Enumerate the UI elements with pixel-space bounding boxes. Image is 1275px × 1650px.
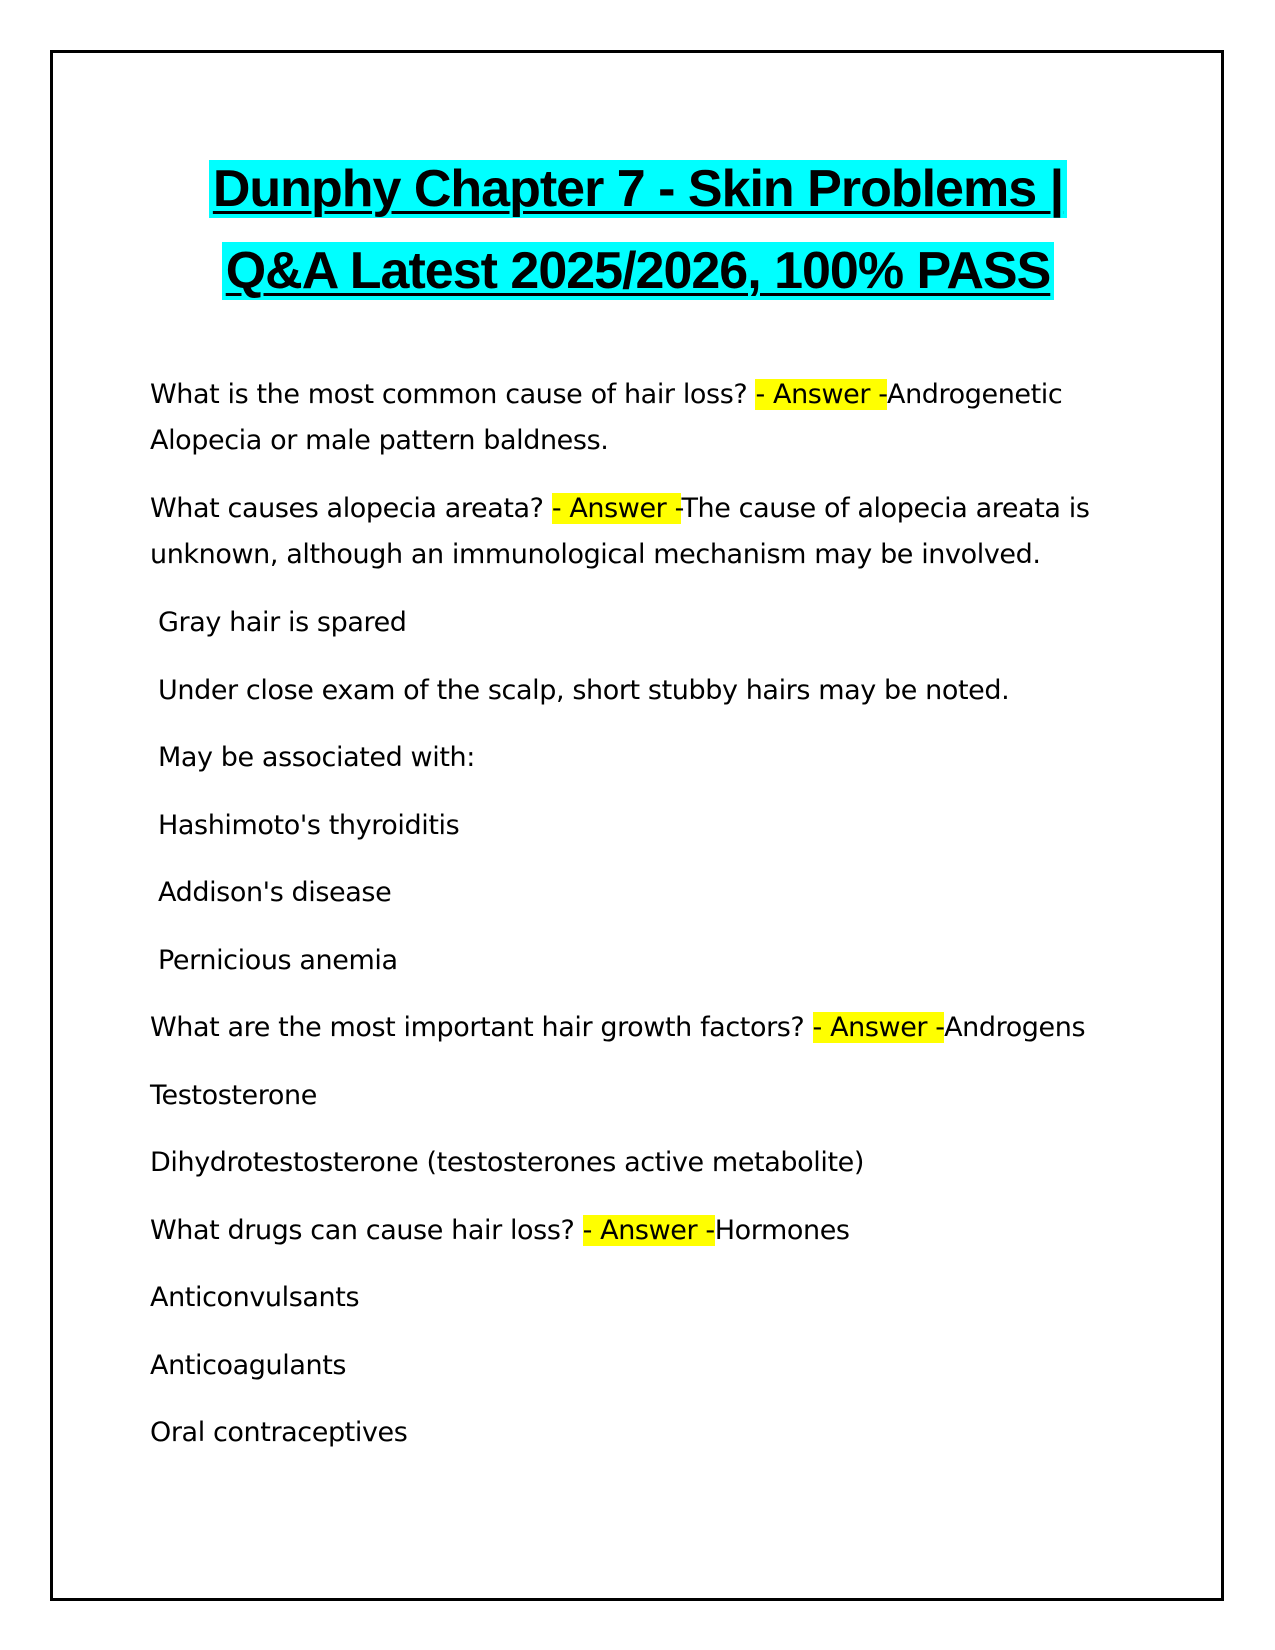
document-title bbox=[148, 148, 1128, 312]
detail-line: Oral contraceptives bbox=[150, 1417, 408, 1448]
answer-text: Androgenetic Alopecia or male pattern baldness. bbox=[150, 379, 1063, 456]
detail-line: Testosterone bbox=[150, 1079, 317, 1111]
answer-text: Androgens bbox=[944, 1012, 1086, 1043]
qa-item-2 bbox=[150, 486, 1130, 578]
answer-marker: - Answer - bbox=[551, 493, 682, 524]
question-text: What drugs can cause hair loss? bbox=[150, 1214, 583, 1246]
answer-marker: - Answer - bbox=[812, 1012, 945, 1043]
detail-line: Addison's disease bbox=[158, 877, 392, 908]
detail-line: Pernicious anemia bbox=[158, 944, 398, 976]
question-text: What causes alopecia areata? bbox=[150, 493, 552, 524]
title-line-1: Dunphy Chapter 7 - Skin Problems | bbox=[209, 160, 1067, 218]
detail-line: Dihydrotestosterone (testosterones active metabolite) bbox=[150, 1147, 864, 1178]
qa-content bbox=[150, 372, 1130, 1478]
qa-item-1 bbox=[150, 372, 1130, 464]
detail-line: Anticonvulsants bbox=[150, 1282, 360, 1313]
detail-line: Hashimoto's thyroiditis bbox=[158, 809, 460, 841]
detail-line: Gray hair is spared bbox=[158, 607, 407, 638]
detail-line: Under close exam of the scalp, short stubby hairs may be noted. bbox=[158, 674, 1010, 706]
qa-item-3 bbox=[150, 1005, 1130, 1073]
title-line-2: Q&A Latest 2025/2026, 100% PASS bbox=[222, 242, 1055, 300]
answer-text: Hormones bbox=[714, 1214, 850, 1246]
answer-marker: - Answer - bbox=[582, 1214, 715, 1246]
answer-marker: - Answer - bbox=[755, 379, 887, 410]
question-text: What are the most important hair growth factors? bbox=[150, 1012, 813, 1043]
qa-item-4 bbox=[150, 1208, 1130, 1276]
answer-text: The cause of alopecia areata is unknown, although an immunological mechanism may be involved. bbox=[150, 493, 1090, 570]
detail-line: Anticoagulants bbox=[150, 1349, 347, 1381]
question-text: What is the most common cause of hair loss? bbox=[150, 379, 756, 410]
detail-line: May be associated with: bbox=[158, 742, 475, 773]
